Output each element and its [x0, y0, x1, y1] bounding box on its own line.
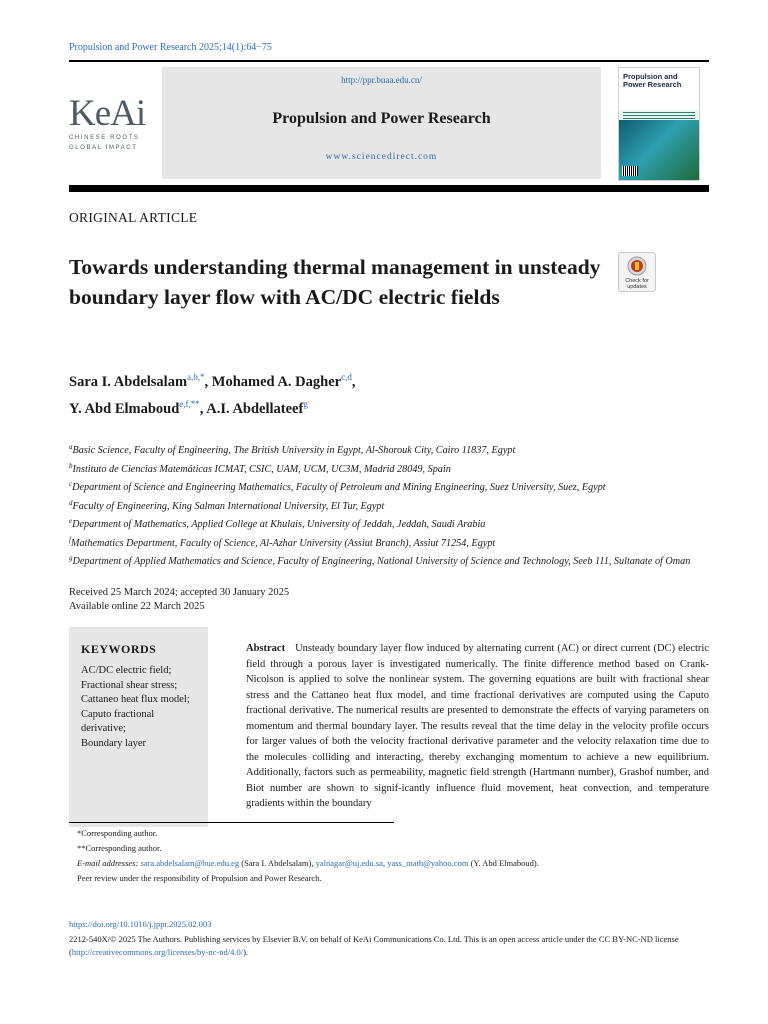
header-rule: [69, 185, 709, 192]
abstract-label: Abstract: [246, 643, 286, 654]
journal-title: Propulsion and Power Research: [272, 110, 491, 127]
abstract-text: Unsteady boundary layer flow induced by alternating current (AC) or direct current (DC) electric field through a porous layer is investigated numerically. The finite difference method based on Crank-Nicolson is applied to solve the nonlinear system. The governing equations are built with fractional shear stress and the Cattaneo heat flux model, and time fractional derivatives are computed using the Caputo fractional derivative. The numerical results are presented to demonstrate the effects of varying parameters on momentum and thermal boundary layer. The results reveal that the time delay in the velocity profile occurs for larger values of both the velocity fractional derivative parameter and the velocity relaxation time due to the molecules colliding and interacting, thereby exchanging momentum to achieve a new equilibrium. Additionally, factors such as permeability, magnetic field strength (Hartmann number), Grashof number, and Biot number are shown to signif-icantly influence fluid movement, heat convection, and temperature gradients within the boundary: [246, 643, 709, 809]
keywords-box: [69, 627, 208, 827]
author-affil-sup[interactable]: a,b,*: [187, 372, 205, 382]
email-addresses: E-mail addresses: sara.abdelsalam@bue.edu.eg (Sara I. Abdelsalam), yalnagar@uj.edu.sa, yass_math@yahoo.com (Y. Abd Elmaboud).: [77, 858, 539, 868]
author-list: Sara I. Abdelsalam$^{a,b,*}$, Mohamed A. Dagher$^{c,d}$, Y. Abd Elmaboud$^{e,f,**}$, A.I. Abdellateef$^g$: [69, 372, 356, 417]
author-affil-sup[interactable]: e,f,**: [179, 399, 200, 409]
keyword-item: Cattaneo heat flux model;: [81, 694, 190, 705]
affiliation-item: $^d$Faculty of Engineering, King Salman International University, El Tur, Egypt: [69, 498, 385, 512]
article-type: ORIGINAL ARTICLE: [69, 210, 198, 225]
keywords-heading: KEYWORDS: [81, 642, 157, 656]
keywords-list: [81, 664, 199, 751]
keai-logo: [69, 93, 149, 152]
affiliation-item: $^a$Basic Science, Faculty of Engineering, The British University in Egypt, Al-Shorouk City, Cairo 11837, Egypt: [69, 443, 516, 456]
keyword-item: Fractional shear stress;: [81, 679, 178, 691]
journal-cover-image[interactable]: [618, 67, 700, 181]
keai-logo-tagline-1: CHINESE ROOTS: [69, 135, 140, 141]
affiliation-item: $^e$Department of Mathematics, Applied College at Khulais, University of Jeddah, Jeddah, Saudi Arabia: [69, 517, 486, 530]
author-name[interactable]: A.I. Abdellateef: [206, 401, 304, 417]
keai-logo-tagline-2: GLOBAL IMPACT: [69, 145, 138, 151]
email-link[interactable]: yalnagar@uj.edu.sa: [315, 858, 383, 868]
footnotes: [77, 826, 717, 886]
affiliation-item: $^f$Mathematics Department, Faculty of Science, Al-Azhar University (Assiut Branch), Assiut 71254, Egypt: [69, 535, 496, 549]
author-affil-sup[interactable]: c,d: [341, 372, 352, 382]
affiliation-item: $^g$Department of Applied Mathematics and Science, Faculty of Engineering, National University of Science and Technology, Seeb 111, Sultanate of Oman: [69, 554, 691, 567]
check-for-updates-button[interactable]: [618, 252, 656, 292]
author-name[interactable]: Y. Abd Elmaboud: [69, 401, 180, 417]
article-dates: [69, 586, 289, 614]
author-name[interactable]: Sara I. Abdelsalam: [69, 374, 188, 390]
license-link[interactable]: http://creativecommons.org/licenses/by-nc-nd/4.0/: [71, 946, 244, 957]
keyword-item: AC/DC electric field;: [81, 665, 172, 676]
keai-logo-word: KeAi: [69, 93, 146, 134]
journal-banner: [162, 67, 601, 179]
affiliations: [69, 440, 709, 570]
cover-barcode: [622, 166, 638, 176]
received-date: Received 25 March 2024; accepted 30 January 2025: [69, 587, 290, 598]
corresponding-author-note: *Corresponding author.: [77, 828, 158, 838]
email-link[interactable]: sara.abdelsalam@bue.edu.eg: [140, 858, 240, 868]
article-title: Towards understanding thermal management in unsteady boundary layer flow with AC/DC electric fields: [69, 255, 601, 309]
author-name[interactable]: Mohamed A. Dagher: [211, 374, 342, 390]
online-date: Available online 22 March 2025: [69, 601, 205, 612]
doi-link[interactable]: https://doi.org/10.1016/j.jppr.2025.02.003: [69, 919, 212, 929]
sciencedirect-link[interactable]: www.sciencedirect.com: [325, 152, 438, 162]
footnote-divider: [69, 822, 394, 823]
journal-url-link[interactable]: http://ppr.buaa.edu.cn/: [341, 75, 422, 85]
license-statement: 2212-540X/© 2025 The Authors. Publishing services by Elsevier B.V. on behalf of KeAi Communications Co. Ltd. This is an open access article under the CC BY-NC-ND license (http://creativecommons.org/licenses/by-nc-nd/4.0/).: [69, 934, 679, 957]
email-link[interactable]: yass_math@yahoo.com: [387, 858, 469, 868]
peer-review-note: Peer review under the responsibility of Propulsion and Power Research.: [77, 873, 322, 883]
keyword-item: Boundary layer: [81, 737, 147, 749]
affiliation-item: $^b$Instituto de Ciencias Matemáticas ICMAT, CSIC, UAM, UCM, UC3M, Madrid 28049, Spain: [69, 461, 451, 475]
affiliation-item: $^c$Department of Science and Engineering Mathematics, Faculty of Petroleum and Mining Engineering, Suez University, Suez, Egypt: [69, 480, 606, 493]
author-affil-sup[interactable]: g: [303, 399, 308, 409]
check-updates-label: Check for updates: [625, 278, 649, 290]
corresponding-author-note-2: **Corresponding author.: [77, 843, 162, 853]
top-divider: [69, 60, 709, 62]
journal-citation-link[interactable]: Propulsion and Power Research 2025;14(1):64−75: [69, 42, 272, 53]
abstract: [246, 641, 709, 812]
check-updates-icon: [627, 256, 647, 276]
cover-title: Propulsion and Power Research: [623, 72, 682, 89]
keyword-item: Caputo fractional derivative;: [81, 708, 155, 734]
